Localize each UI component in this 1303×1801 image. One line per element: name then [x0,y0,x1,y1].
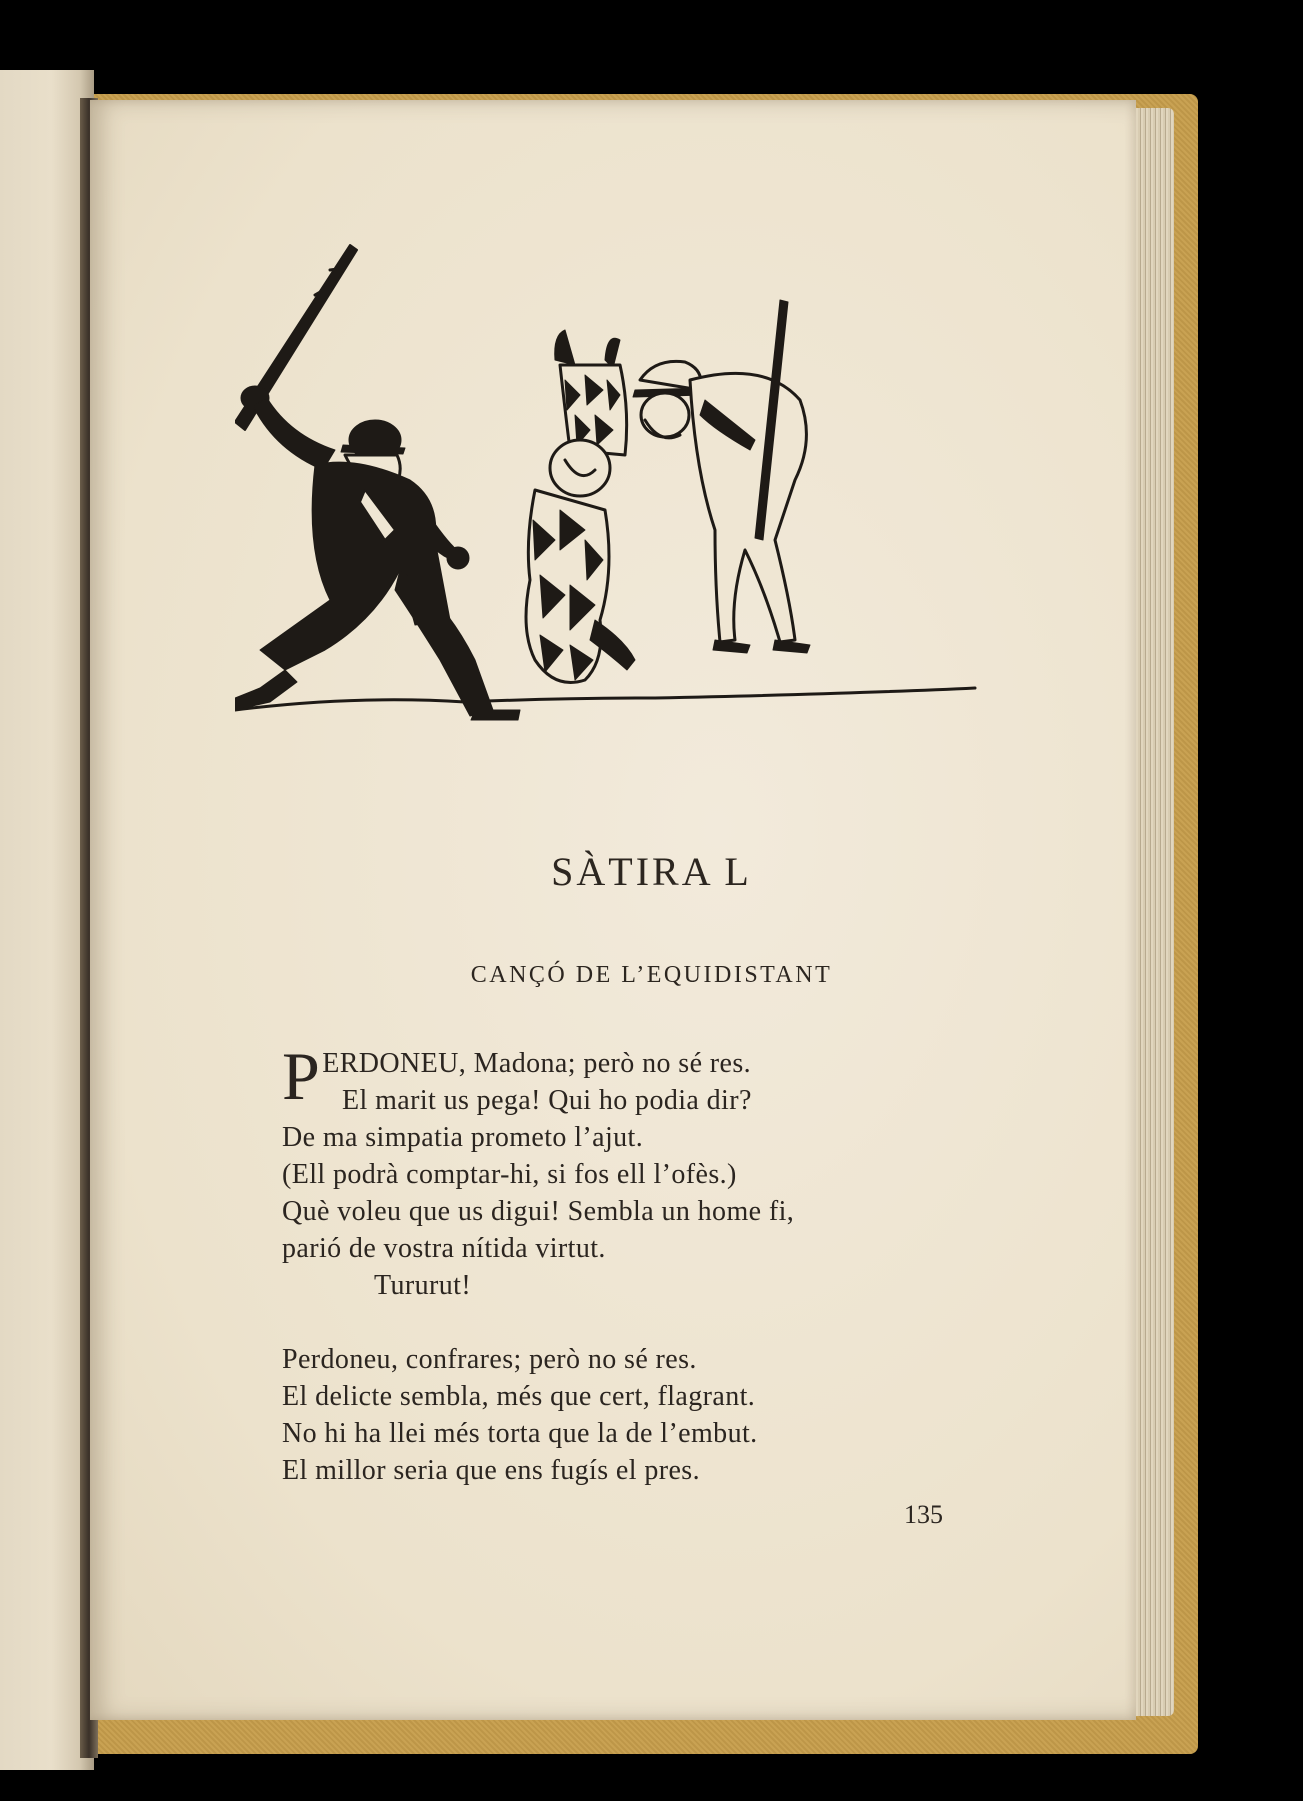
poem-line: El millor seria que ens fugís el pres. [282,1455,700,1486]
poem-line: Perdoneu, confrares; però no sé res. [282,1344,697,1375]
stanza-gap [282,1304,982,1341]
poem-line: parió de vostra nítida virtut. [282,1233,606,1264]
first-line-text: ERDONEU, Madona; però no sé res. [322,1048,752,1079]
poem-line: Què voleu que us digui! Sembla un home fi, [282,1196,795,1227]
page-number: 135 [904,1500,943,1529]
poem-refrain: Tururut! [374,1270,472,1301]
poem-line: No hi ha llei més torta que la de l’embut. [282,1418,758,1449]
poem-line: (Ell podrà comptar-hi, si fos ell l’ofès.) [282,1159,737,1190]
poem-line: De ma simpatia prometo l’ajut. [282,1122,644,1153]
poem-line: El marit us pega! Qui ho podia dir? [342,1085,752,1116]
satire-title: SÀTIRA L [551,849,752,894]
poem-subtitle: CANÇÓ DE L’EQUIDISTANT [470,962,833,988]
figure-man-with-stick [235,245,520,720]
poem-body [282,1038,982,1489]
figure-bowing-man [633,300,810,653]
poem-line: El delicte sembla, més que cert, flagrant. [282,1381,756,1412]
figure-harlequin [526,330,635,683]
satire-illustration [235,240,990,760]
drop-cap: P [282,1038,321,1114]
